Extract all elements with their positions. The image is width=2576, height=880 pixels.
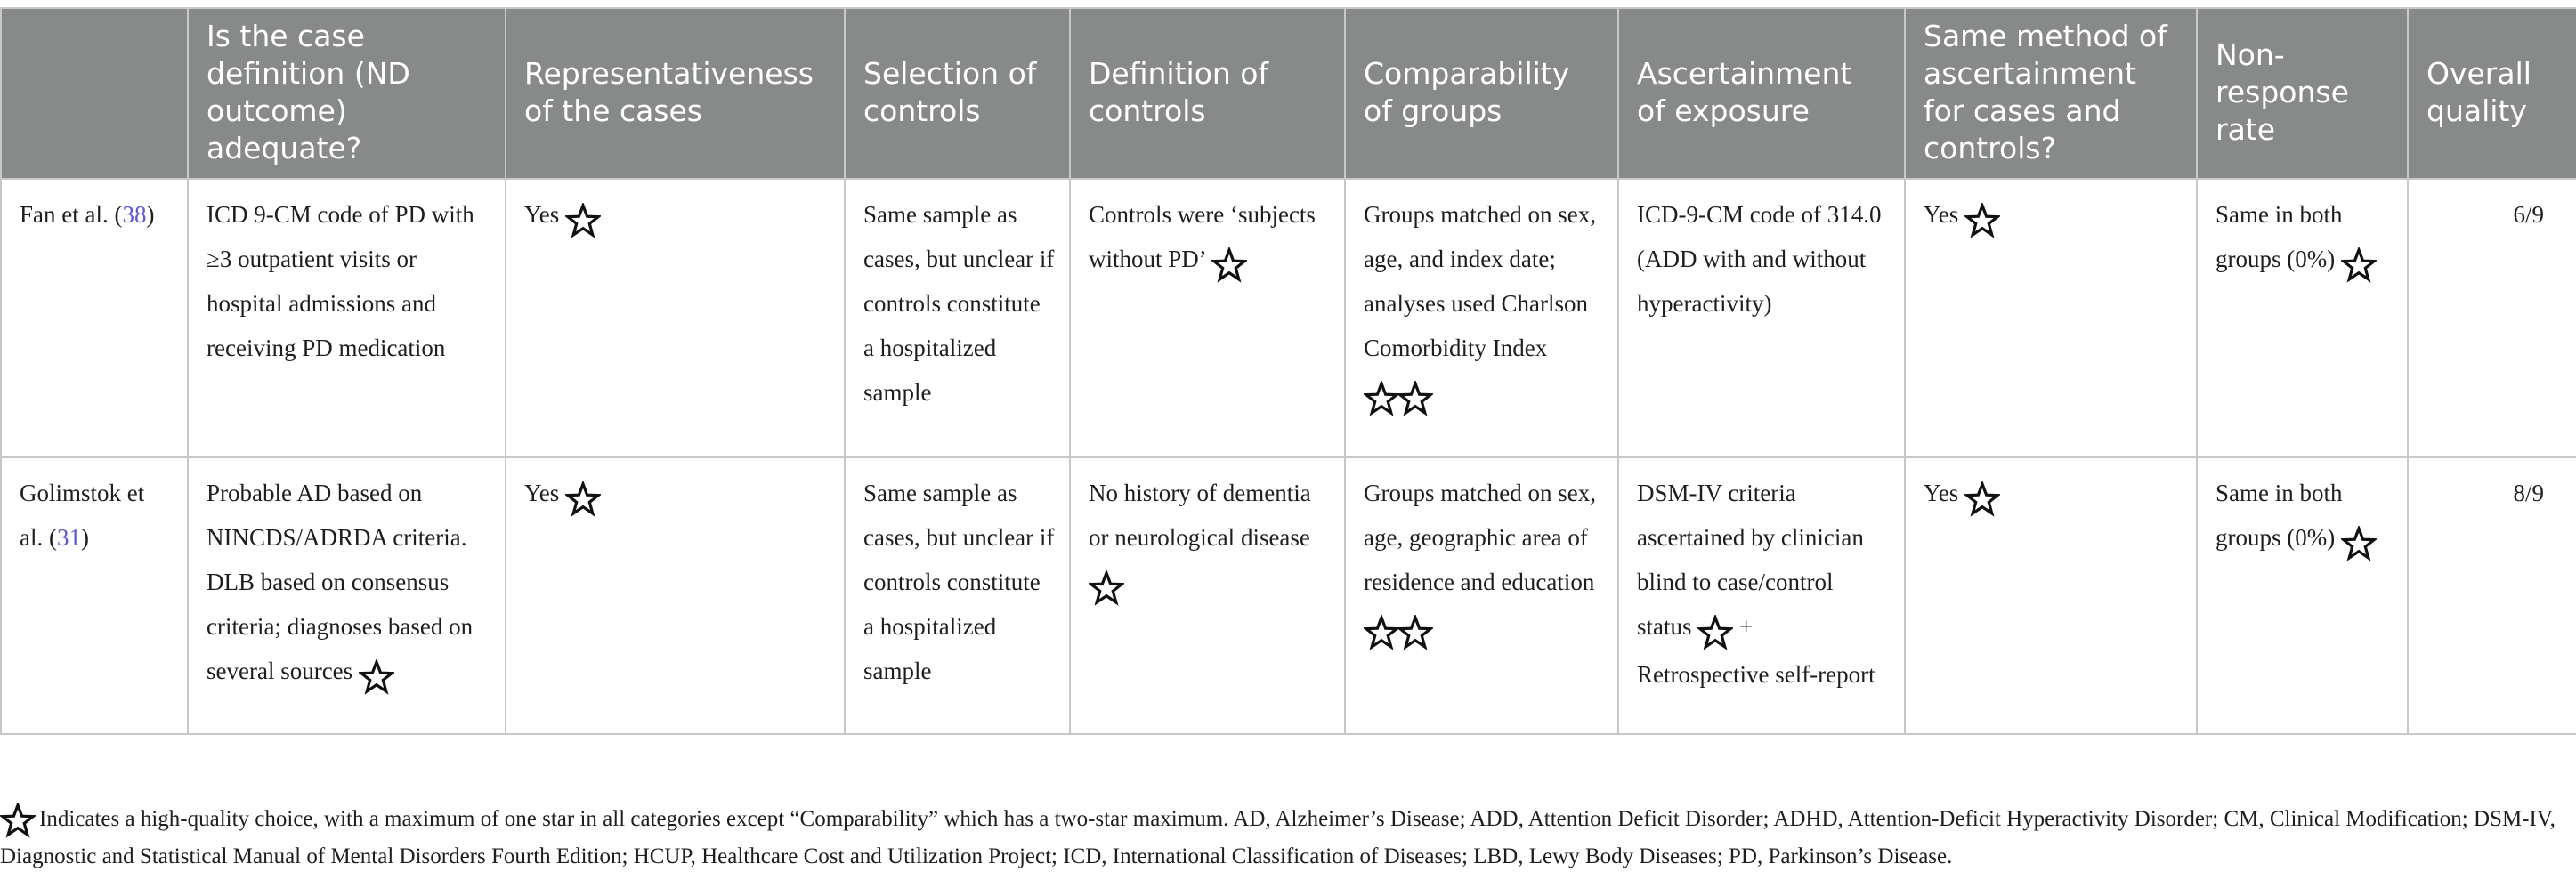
same-method-text: Yes <box>1924 201 1959 228</box>
star-outline-icon <box>1397 381 1433 416</box>
table-footnote <box>0 803 2564 874</box>
reference-link[interactable]: 31 <box>56 524 81 551</box>
ascertainment-text: DSM-IV criteria ascertained by clinician blind to case/control status <box>1637 480 1864 640</box>
star-outline-icon <box>1964 203 2000 238</box>
representativeness-text: Yes <box>524 480 560 506</box>
header-case-definition: Is the case definition (ND outcome) adequate? <box>188 8 506 179</box>
definition-controls-cell <box>1070 179 1345 457</box>
case-definition-cell <box>188 457 506 734</box>
comparability-text: Groups matched on sex, age, and index date; analyses used Charlson Comorbidity Index <box>1364 201 1596 361</box>
star-outline-icon <box>1211 247 1247 283</box>
case-definition-text: ICD 9-CM code of PD with ≥3 outpatient visits or hospital admissions and receiving PD medication <box>207 201 474 361</box>
star-outline-icon <box>1364 381 1399 416</box>
header-non-response: Non-response rate <box>2197 8 2408 179</box>
star-group <box>1364 374 1433 418</box>
star-outline-icon <box>1089 570 1124 606</box>
same-method-cell <box>1905 457 2197 734</box>
overall-quality-cell: 8/9 <box>2408 457 2576 734</box>
comparability-cell <box>1345 457 1618 734</box>
star-group <box>1964 474 2000 519</box>
definition-controls-cell <box>1070 457 1345 734</box>
star-outline-icon <box>1697 615 1733 650</box>
star-outline-icon <box>1397 615 1433 650</box>
representativeness-cell <box>506 179 845 457</box>
study-name: Golimstok et al. ( <box>20 480 145 551</box>
star-outline-icon <box>565 203 601 238</box>
ascertainment-suffix: + Retrospective self-report <box>1637 613 1875 688</box>
star-outline-icon <box>2341 526 2377 561</box>
star-group <box>1964 196 2000 240</box>
star-outline-icon <box>359 659 394 695</box>
star-group <box>565 196 601 240</box>
representativeness-text: Yes <box>524 201 560 228</box>
same-method-text: Yes <box>1924 480 1959 506</box>
reference-link[interactable]: 38 <box>122 201 147 228</box>
selection-controls-text: Same sample as cases, but unclear if controls constitute a hospitalized sample <box>863 480 1055 684</box>
star-group <box>0 803 39 840</box>
ascertainment-cell <box>1618 179 1905 457</box>
representativeness-cell <box>506 457 845 734</box>
header-ascertainment: Ascertainment of exposure <box>1618 8 1905 179</box>
star-outline-icon <box>565 481 601 517</box>
header-selection-of-controls: Selection of controls <box>845 8 1070 179</box>
case-definition-text: Probable AD based on NINCDS/ADRDA criteria. DLB based on consensus criteria; diagnoses based on several sources <box>207 480 474 684</box>
header-representativeness: Representativeness of the cases <box>506 8 845 179</box>
star-group <box>359 652 394 697</box>
footnote-text: Indicates a high-quality choice, with a maximum of one star in all categories except “Comparability” which has a two-star maximum. AD, Alzheimer’s Disease; ADD, Attention Deficit Disorder; ADHD, Attention-Deficit Hyperactivity Disorder; CM, Clinical Modification; DSM-IV, Diagnostic and Statistical Manual of Mental Disorders Fourth Edition; HCUP, Healthcare Cost and Utilization Project; ICD, International Classification of Diseases; LBD, Lewy Body Diseases; PD, Parkinson’s Disease. <box>0 807 2556 868</box>
definition-controls-text: Controls were ‘subjects without PD’ <box>1089 201 1316 272</box>
quality-assessment-table <box>0 7 2576 735</box>
header-row <box>1 8 2576 179</box>
study-name: Fan et al. ( <box>20 201 123 228</box>
comparability-cell <box>1345 179 1618 457</box>
header-comparability: Comparability of groups <box>1345 8 1618 179</box>
non-response-cell <box>2197 457 2408 734</box>
table-row <box>1 457 2576 734</box>
star-group <box>1364 608 1433 652</box>
selection-controls-cell <box>845 457 1070 734</box>
study-name-close: ) <box>146 201 155 228</box>
study-cell <box>1 457 188 734</box>
header-same-method: Same method of ascertainment for cases and controls? <box>1905 8 2197 179</box>
star-group <box>2341 240 2377 285</box>
header-definition-of-controls: Definition of controls <box>1070 8 1345 179</box>
star-group <box>2341 519 2377 563</box>
comparability-text: Groups matched on sex, age, geographic area of residence and education <box>1364 480 1596 595</box>
star-outline-icon <box>0 803 36 838</box>
non-response-text: Same in both groups (0%) <box>2216 480 2343 551</box>
star-group <box>1089 563 1124 608</box>
star-group <box>1697 608 1733 652</box>
non-response-cell <box>2197 179 2408 457</box>
table-row <box>1 179 2576 457</box>
star-outline-icon <box>2341 247 2377 283</box>
star-outline-icon <box>1964 481 2000 517</box>
ascertainment-text: ICD-9-CM code of 314.0 (ADD with and without hyperactivity) <box>1637 201 1882 317</box>
star-group <box>565 474 601 519</box>
header-study <box>1 8 188 179</box>
selection-controls-text: Same sample as cases, but unclear if controls constitute a hospitalized sample <box>863 201 1055 406</box>
case-definition-cell <box>188 179 506 457</box>
same-method-cell <box>1905 179 2197 457</box>
star-outline-icon <box>1364 615 1399 650</box>
definition-controls-text: No history of dementia or neurological disease <box>1089 480 1311 551</box>
overall-quality-cell: 6/9 <box>2408 179 2576 457</box>
ascertainment-cell <box>1618 457 1905 734</box>
study-cell <box>1 179 188 457</box>
star-group <box>1211 240 1247 285</box>
header-overall-quality: Overall quality <box>2408 8 2576 179</box>
study-name-close: ) <box>80 524 89 551</box>
selection-controls-cell <box>845 179 1070 457</box>
non-response-text: Same in both groups (0%) <box>2216 201 2343 272</box>
